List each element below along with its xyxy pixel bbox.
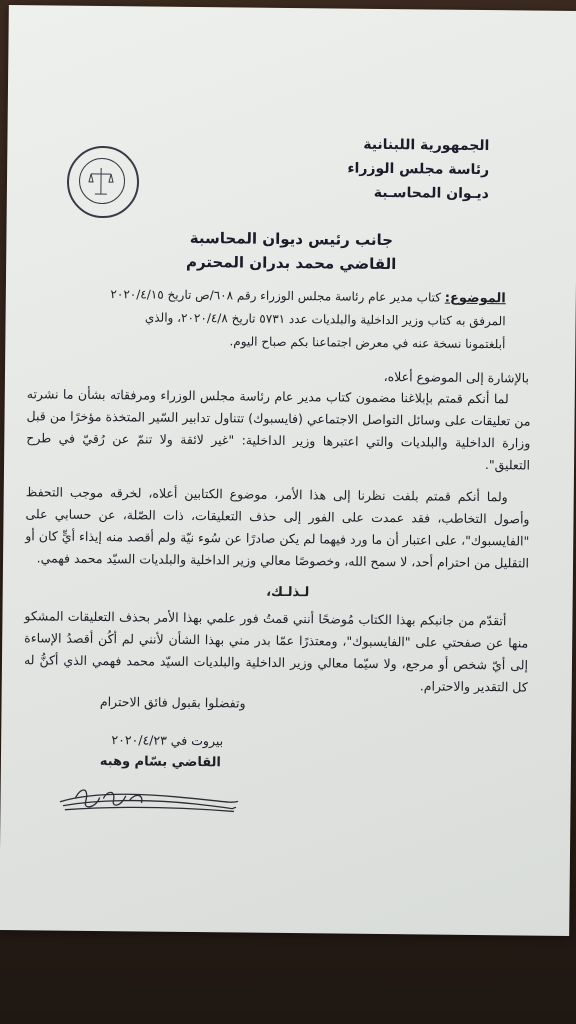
signatory-name: القاضي بسّام وهبه bbox=[99, 754, 222, 771]
official-seal-icon bbox=[67, 146, 140, 219]
addressee-title: جانب رئيس ديوان المحاسبة bbox=[189, 228, 394, 250]
subject-label: الموضوع: bbox=[444, 290, 506, 307]
header-republic: الجمهورية اللبنانية bbox=[363, 136, 490, 155]
letter-page bbox=[0, 5, 576, 936]
place-date: بيروت في ٢٠٢٠/٤/٢٣ bbox=[111, 732, 224, 749]
closing-line: وتفضلوا بقبول فائق الاحترام bbox=[99, 694, 246, 711]
subject-line-2: المرفق به كتاب وزير الداخلية والبلديات عدد ٥٧٣١ تاريخ ٢٠٢٠/٤/٨، والذي bbox=[144, 310, 506, 329]
subject-line-3: أبلغتمونا نسخة عنه في معرض اجتماعنا بكم صباح اليوم. bbox=[229, 334, 506, 352]
header-court: ديـوان المحاسـبة bbox=[373, 184, 489, 203]
subject-text-1: كتاب مدير عام رئاسة مجلس الوزراء رقم ٦٠٨/ص تاريخ ٢٠٢٠/٤/١٥ bbox=[110, 287, 442, 305]
seal-emblem-icon bbox=[67, 146, 136, 215]
conclusion-heading: لـذلـك، bbox=[266, 584, 310, 601]
paragraph-1: لما أنكم قمتم بإبلاغنا مضمون كتاب مدير عام رئاسة مجلس الوزراء ومرفقاته بشأن ما نشرته من تعليقات على وسائل التواصل الاجتماعي (فايسبوك) تتناول تدابير السّير المتخذة مؤخرًا من قبل وزارة الداخلية والبلديات والتي اعتبرها وزير الداخلية: "غير لائقة ولا تنمّ عن رُقيّ في طرح التعليق". bbox=[26, 386, 531, 473]
header-presidency: رئاسة مجلس الوزراء bbox=[347, 160, 490, 179]
paragraph-2: ولما أنكم قمتم بلفت نظرنا إلى هذا الأمر، موضوع الكتابين أعلاه، لخرقه موجب التحفظ وأصول التخاطب، فقد عمدت على الفور إلى حذف التعليقات، ذات الصّلة، عن حسابي على "الفايسبوك"، على اعتبار أن ما ورد فيهما لم يكن صادرًا عن سُوء نيّة ولم أقصد منه إيذاء أيٍّ كان أو التقليل من احترام أحد، لا سمح الله، وخصوصًا معالي وزير الداخلية والبلديات السيّد محمد فهمي. bbox=[25, 484, 530, 571]
reference-line: بالإشارة إلى الموضوع أعلاه، bbox=[383, 368, 530, 386]
subject-line-1 bbox=[110, 287, 505, 306]
addressee-name: القاضي محمد بدران المحترم bbox=[185, 252, 397, 274]
paragraph-3: أتقدّم من جانبكم بهذا الكتاب مُوضحًا أنني قمتُ فور علمي بهذا الأمر بحذف التعليقات المشكو منها عن صفحتي على "الفايسبوك"، ومعتذرًا عمّا بدر مني بهذا الشأن لأنني لم أكُن أقصدُ الإساءة إلى أيّ شخص أو مرجع، ولا سيّما معالي وزير الداخلية والبلديات السيّد محمد فهمي الذي أكنُّ له كل التقدير والاحترام. bbox=[23, 608, 529, 695]
handwritten-signature-icon bbox=[55, 776, 241, 828]
